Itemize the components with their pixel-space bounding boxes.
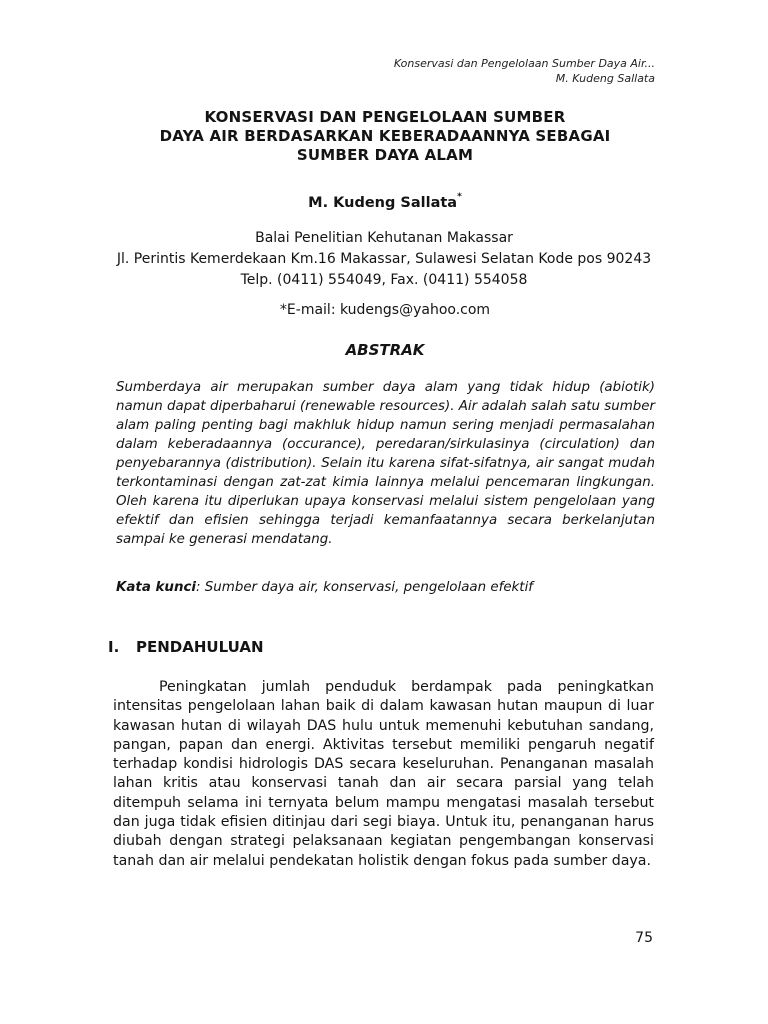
- paper-title: [100, 108, 670, 165]
- keywords: [116, 578, 655, 597]
- body-paragraph: Peningkatan jumlah penduduk berdampak pada peningkatkan intensitas pengelolaan lahan baik di dalam kawasan hutan maupun di luar kawasan hutan di wilayah DAS hulu untuk memenuhi kebutuhan sandang, pangan, papan dan energi. Aktivitas tersebut memiliki pengaruh negatif terhadap kondisi hidrologis DAS secara keseluruhan. Penanganan masalah lahan kritis atau konservasi tanah dan air secara parsial yang telah ditempuh selama ini ternyata belum mampu mengatasi masalah tersebut dan juga tidak efisien ditinjau dari segi biaya. Untuk itu, penanganan harus diubah dengan strategi pelaksanaan kegiatan pengembangan konservasi tanah dan air melalui pendekatan holistik dengan fokus pada sumber daya.: [113, 679, 654, 869]
- author-email: *E-mail: kudengs@yahoo.com: [279, 302, 491, 318]
- section-number: I.: [108, 638, 120, 656]
- affiliation-phone: Telp. (0411) 554049, Fax. (0411) 554058: [240, 272, 528, 288]
- keywords-label: Kata kunci: [116, 580, 197, 595]
- affiliation-institution: Balai Penelitian Kehutanan Makassar: [255, 230, 513, 246]
- title-line-3: SUMBER DAYA ALAM: [296, 146, 474, 164]
- keywords-text: : Sumber daya air, konservasi, pengelolaan efektif: [196, 580, 533, 595]
- abstract-body: Sumberdaya air merupakan sumber daya alam yang tidak hidup (abiotik) namun dapat diperbaharui (renewable resources). Air adalah salah satu sumber alam paling penting bagi makhluk hidup namun sering menjadi permasalahan dalam keberadaannya (occurance), peredaran/sirkulasinya (circulation) dan penyebarannya (distribution). Selain itu karena sifat-sifatnya, air sangat mudah terkontaminasi dengan zat-zat kimia lainnya melalui pencemaran lingkungan. Oleh karena itu diperlukan upaya konservasi melalui sistem pengelolaan yang efektif dan efisien sehingga terjadi kemanfaatannya secara berkelanjutan sampai ke generasi mendatang.: [116, 380, 655, 547]
- affiliation: [90, 228, 678, 291]
- page-number: 75: [635, 930, 653, 946]
- abstract-heading: ABSTRAK: [345, 341, 425, 359]
- section-heading: [108, 637, 648, 657]
- author-name: M. Kudeng Sallata: [308, 194, 458, 211]
- title-line-1: KONSERVASI DAN PENGELOLAAN SUMBER: [204, 108, 566, 126]
- running-head: [394, 56, 655, 86]
- section-title: PENDAHULUAN: [136, 638, 264, 656]
- author: [100, 189, 670, 213]
- running-head-author: M. Kudeng Sallata: [555, 72, 655, 85]
- running-head-title: Konservasi dan Pengelolaan Sumber Daya Air...: [393, 57, 655, 70]
- affiliation-address: Jl. Perintis Kemerdekaan Km.16 Makassar, Sulawesi Selatan Kode pos 90243: [116, 251, 652, 267]
- author-marker: *: [457, 192, 462, 202]
- title-line-2: DAYA AIR BERDASARKAN KEBERADAANNYA SEBAGAI: [159, 127, 611, 145]
